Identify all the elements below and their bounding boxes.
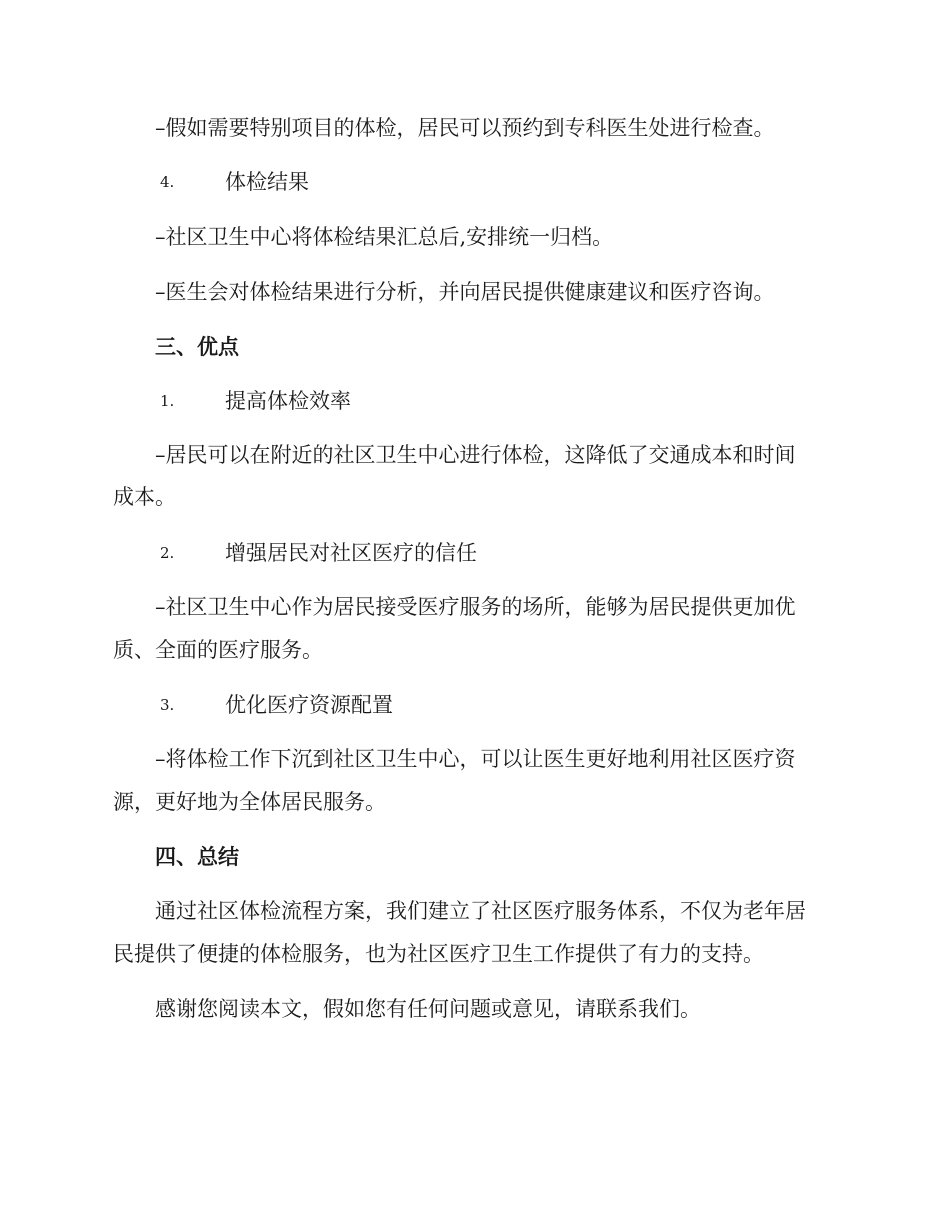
paragraph: –社区卫生中心将体检结果汇总后,安排统一归档。 <box>155 225 614 249</box>
paragraph: –居民可以在附近的社区卫生中心进行体检，这降低了交通成本和时间 <box>155 443 796 467</box>
paragraph: 通过社区体检流程方案，我们建立了社区医疗服务体系，不仅为老年居 <box>155 899 806 923</box>
list-item-title: 体检结果 <box>225 170 309 194</box>
list-item-title: 提高体检效率 <box>225 389 351 413</box>
list-number: 3. <box>160 696 175 714</box>
list-number: 1. <box>160 392 175 410</box>
list-number: 2. <box>160 544 175 562</box>
paragraph: 感谢您阅读本文，假如您有任何问题或意见，请联系我们。 <box>155 997 701 1021</box>
list-item-title: 优化医疗资源配置 <box>225 693 393 717</box>
paragraph-continuation: 质、全面的医疗服务。 <box>113 638 323 662</box>
paragraph-continuation: 民提供了便捷的体检服务，也为社区医疗卫生工作提供了有力的支持。 <box>113 942 764 966</box>
list-item-title: 增强居民对社区医疗的信任 <box>225 541 477 565</box>
paragraph: –假如需要特别项目的体检，居民可以预约到专科医生处进行检查。 <box>155 116 775 140</box>
paragraph: –社区卫生中心作为居民接受医疗服务的场所，能够为居民提供更加优 <box>155 595 796 619</box>
paragraph: –将体检工作下沉到社区卫生中心，可以让医生更好地利用社区医疗资 <box>155 747 796 771</box>
paragraph: –医生会对体检结果进行分析，并向居民提供健康建议和医疗咨询。 <box>155 280 775 304</box>
paragraph-continuation: 源，更好地为全体居民服务。 <box>113 790 386 814</box>
section-heading: 三、优点 <box>155 335 239 359</box>
section-heading: 四、总结 <box>155 845 239 869</box>
paragraph-continuation: 成本。 <box>113 485 176 509</box>
list-number: 4. <box>160 173 175 191</box>
